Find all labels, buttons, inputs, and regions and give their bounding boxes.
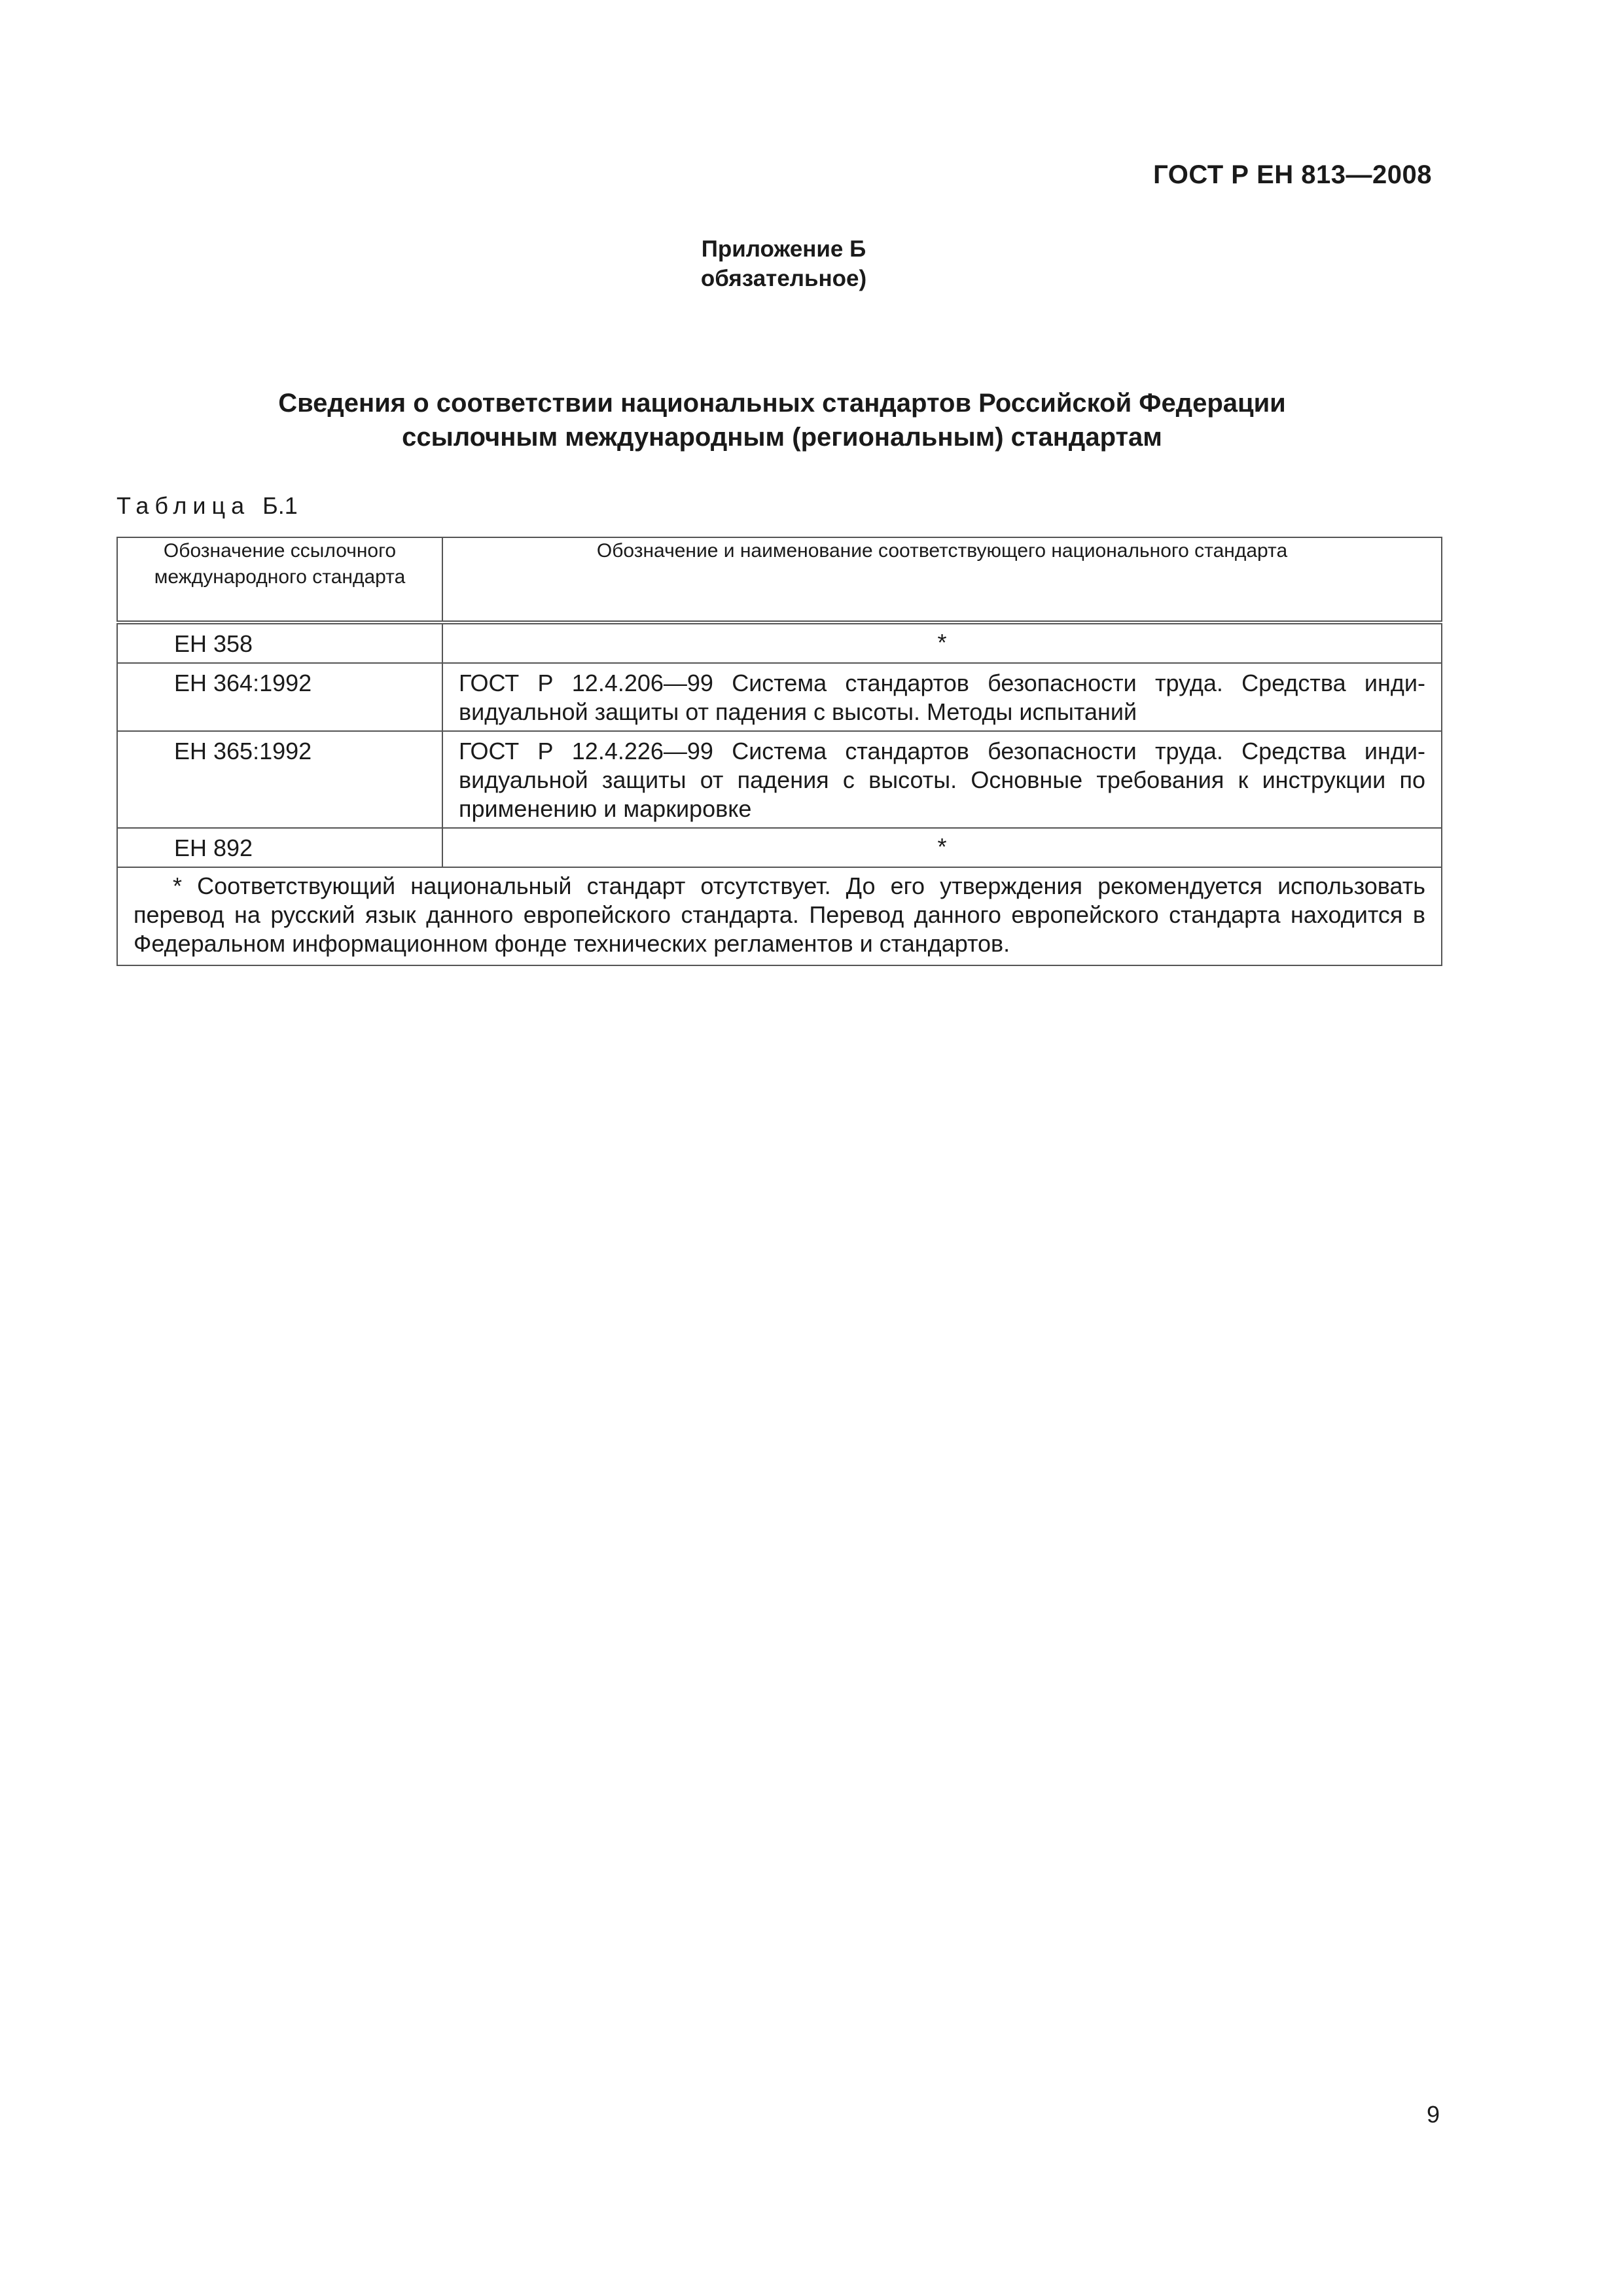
header-national-standard: Обозначение и наименование соответствующего национального стандарта [442, 537, 1442, 622]
section-title [118, 386, 1446, 454]
row-code: ЕН 365:1992 [117, 731, 442, 828]
annex-title: Приложение Б [701, 236, 866, 262]
table-label-word: Таблица [116, 492, 251, 519]
table-row [117, 828, 1442, 867]
section-title-line-2: ссылочным международным (региональным) стандартам [402, 423, 1162, 452]
section-title-line-1: Сведения о соответствии национальных стандартов Российской Федерации [278, 389, 1286, 418]
annex-status: обязательное) [700, 266, 867, 291]
annex-heading [0, 234, 1567, 293]
table-header-row [117, 537, 1442, 622]
table-row [117, 622, 1442, 663]
row-desc: * [442, 622, 1442, 663]
row-code: ЕН 358 [117, 622, 442, 663]
table-label [116, 492, 298, 520]
standards-table [116, 537, 1442, 966]
table-row [117, 663, 1442, 731]
row-code: ЕН 364:1992 [117, 663, 442, 731]
page-number: 9 [1426, 2101, 1440, 2128]
table-row [117, 731, 1442, 828]
table-footnote: * Соответствующий национальный стандарт отсутствует. До его утверждения рекомендуется использовать перевод на русский язык данного европейского стандарта. Перевод данного европейского стандарта находится в Федеральном информационном фонде технических регламентов и стандартов. [117, 867, 1442, 965]
row-desc: ГОСТ Р 12.4.206—99 Система стандартов безопасности труда. Средства индивидуальной защиты от падения с высоты. Методы испытаний [442, 663, 1442, 731]
header-international-standard: Обозначение ссылочного международного стандарта [117, 537, 442, 622]
row-code: ЕН 892 [117, 828, 442, 867]
row-desc: ГОСТ Р 12.4.226—99 Система стандартов безопасности труда. Средства индивидуальной защиты от падения с высоты. Основные требования к инструкции по применению и маркировке [442, 731, 1442, 828]
document-code: ГОСТ Р ЕН 813—2008 [1153, 160, 1432, 189]
row-desc: * [442, 828, 1442, 867]
table-footnote-row [117, 867, 1442, 965]
table-label-number: Б.1 [262, 492, 298, 519]
